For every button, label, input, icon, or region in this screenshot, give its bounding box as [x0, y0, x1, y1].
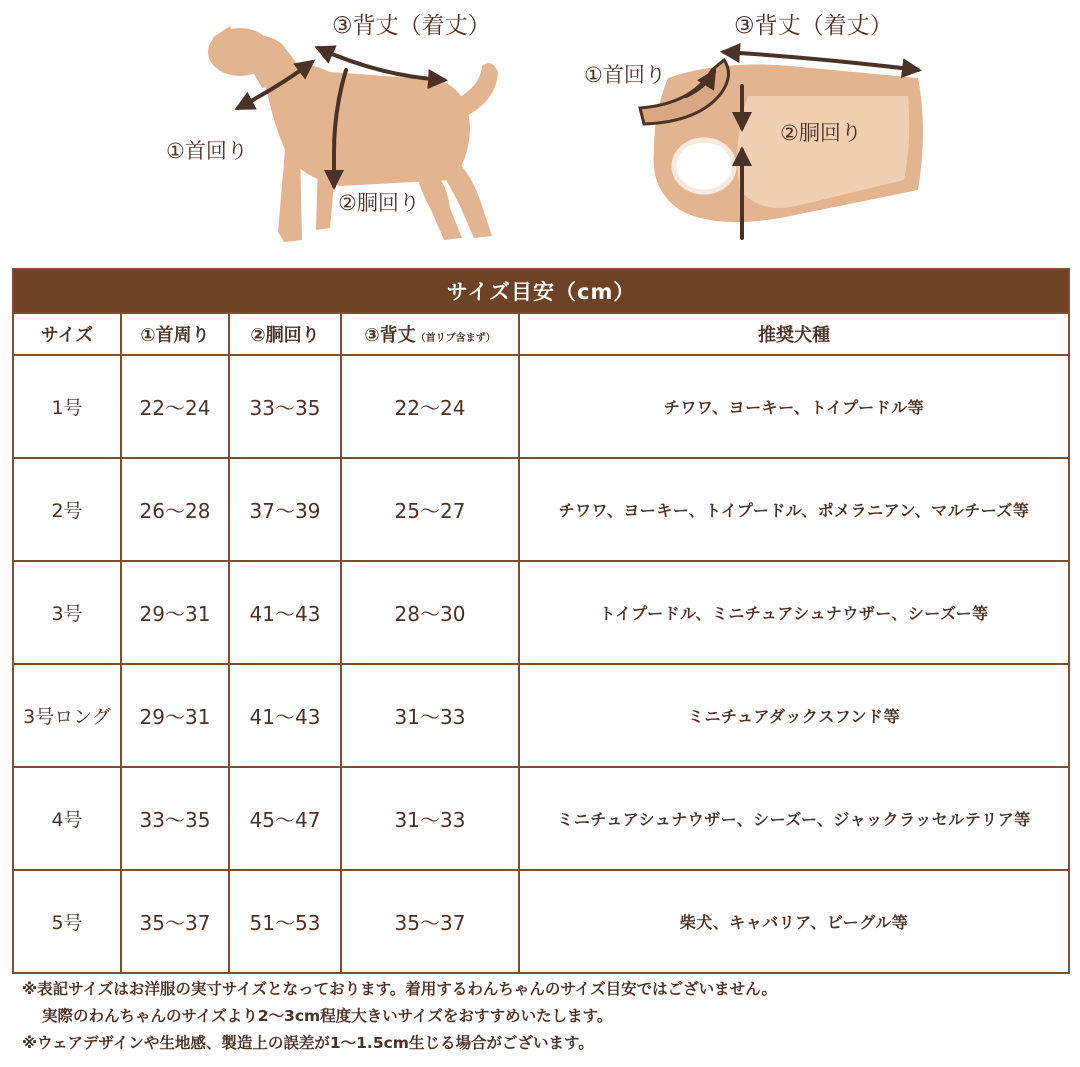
garment-back-length-label: ③背丈（着丈） — [734, 13, 893, 39]
cell-back: 35～37 — [341, 870, 519, 973]
cell-chest: 51～53 — [229, 870, 341, 973]
footnotes — [22, 976, 1072, 1057]
cell-breed: チワワ、ヨーキー、トイプードル等 — [519, 355, 1069, 458]
cell-breed: チワワ、ヨーキー、トイプードル、ポメラニアン、マルチーズ等 — [519, 458, 1069, 561]
cell-neck: 33～35 — [121, 767, 229, 870]
footnote-line-2: 実際のわんちゃんのサイズより2～3cm程度大きいサイズをおすすめいたします。 — [42, 1007, 613, 1025]
cell-neck: 35～37 — [121, 870, 229, 973]
cell-neck: 29～31 — [121, 561, 229, 664]
cell-back: 25～27 — [341, 458, 519, 561]
table-title: サイズ目安（cm） — [13, 269, 1069, 313]
cell-back: 31～33 — [341, 664, 519, 767]
cell-chest: 45～47 — [229, 767, 341, 870]
header-back — [341, 313, 519, 355]
table-row — [13, 870, 1069, 973]
cell-back: 22～24 — [341, 355, 519, 458]
garment-chest-label: ②胴回り — [780, 121, 862, 145]
cell-chest: 41～43 — [229, 561, 341, 664]
table-row — [13, 664, 1069, 767]
cell-size: 3号 — [13, 561, 121, 664]
table-row — [13, 355, 1069, 458]
header-chest: ②胴回り — [229, 313, 341, 355]
header-back-note: （首リブ含まず） — [415, 333, 496, 344]
cell-breed: ミニチュアシュナウザー、シーズー、ジャックラッセルテリア等 — [519, 767, 1069, 870]
cell-neck: 29～31 — [121, 664, 229, 767]
cell-chest: 41～43 — [229, 664, 341, 767]
cell-chest: 33～35 — [229, 355, 341, 458]
header-back-label: ③背丈 — [364, 325, 416, 346]
cell-size: 2号 — [13, 458, 121, 561]
cell-size: 1号 — [13, 355, 121, 458]
header-breed: 推奨犬種 — [519, 313, 1069, 355]
header-neck: ①首周り — [121, 313, 229, 355]
table-row — [13, 767, 1069, 870]
dog-chest-label: ②胴回り — [338, 191, 420, 215]
cell-back: 28～30 — [341, 561, 519, 664]
size-chart-table — [12, 268, 1070, 974]
cell-size: 4号 — [13, 767, 121, 870]
cell-back: 31～33 — [341, 767, 519, 870]
table-row — [13, 458, 1069, 561]
cell-breed: トイプードル、ミニチュアシュナウザー、シーズー等 — [519, 561, 1069, 664]
cell-size: 3号ロング — [13, 664, 121, 767]
cell-breed: ミニチュアダックスフンド等 — [519, 664, 1069, 767]
cell-neck: 26～28 — [121, 458, 229, 561]
cell-neck: 22～24 — [121, 355, 229, 458]
footnote-line-3: ※ウェアデザインや生地感、製造上の誤差が1～1.5cm生じる場合がございます。 — [22, 1034, 594, 1052]
cell-size: 5号 — [13, 870, 121, 973]
garment-neck-label: ①首回り — [584, 63, 666, 87]
cell-breed: 柴犬、キャバリア、ビーグル等 — [519, 870, 1069, 973]
table-row — [13, 561, 1069, 664]
dog-neck-label: ①首回り — [166, 139, 248, 163]
measurement-illustration — [0, 0, 1080, 262]
cell-chest: 37～39 — [229, 458, 341, 561]
footnote-line-1: ※表記サイズはお洋服の実寸サイズとなっております。着用するわんちゃんのサイズ目安ではございません。 — [22, 980, 778, 998]
dog-back-length-label: ③背丈（着丈） — [332, 13, 491, 39]
header-size: サイズ — [13, 313, 121, 355]
